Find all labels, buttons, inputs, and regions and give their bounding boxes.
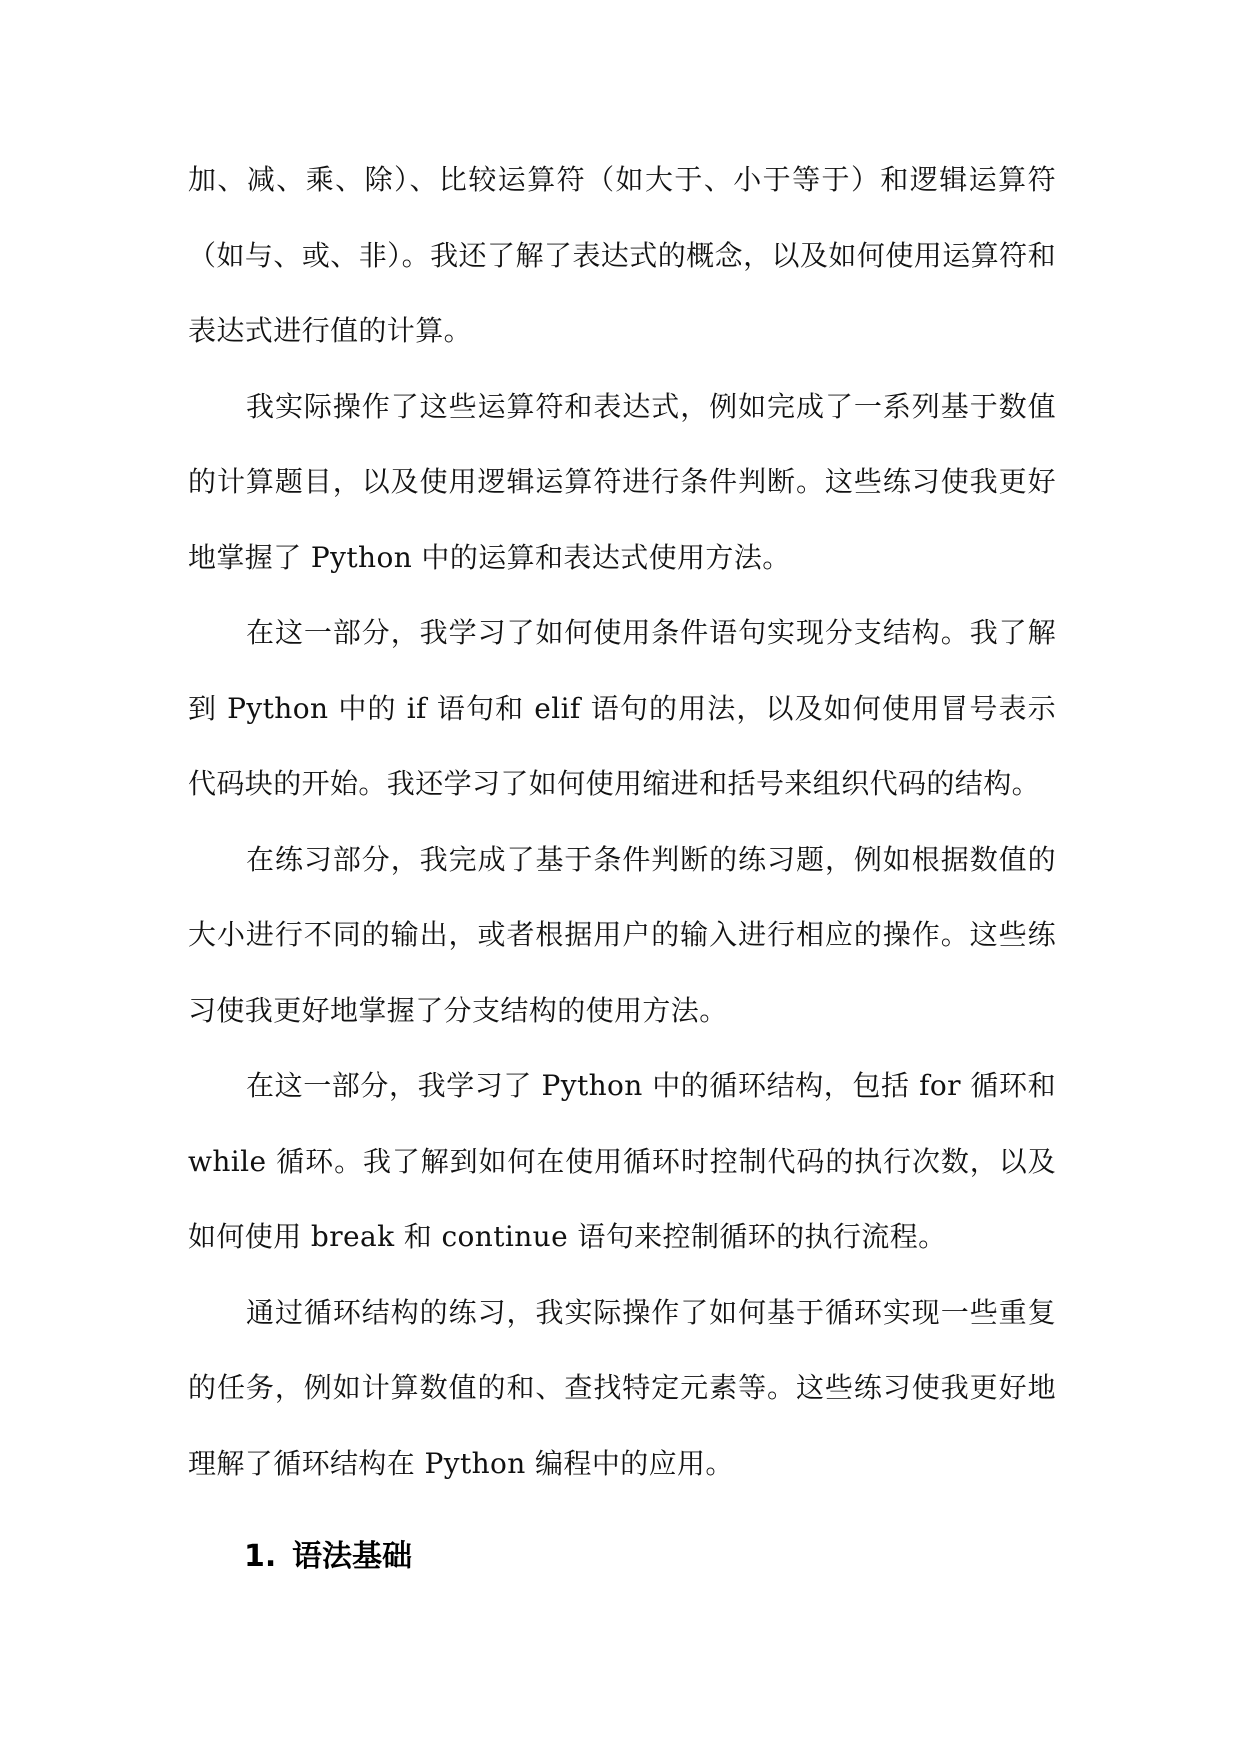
section-heading — [244, 1535, 412, 1579]
section-title: 语法基础 — [292, 1539, 412, 1574]
section-number: 1. — [244, 1539, 277, 1574]
paragraph: 加、减、乘、除）、比较运算符（如大于、小于等于）和逻辑运算符（如与、或、非）。我还了解了表达式的概念，以及如何使用运算符和表达式进行值的计算。 — [188, 163, 1056, 347]
paragraph: 在练习部分，我完成了基于条件判断的练习题，例如根据数值的大小进行不同的输出，或者根据用户的输入进行相应的操作。这些练习使我更好地掌握了分支结构的使用方法。 — [188, 842, 1056, 1027]
body-text — [188, 142, 1056, 1501]
paragraph: 我实际操作了这些运算符和表达式，例如完成了一系列基于数值的计算题目，以及使用逻辑运算符进行条件判断。这些练习使我更好地掌握了 Python 中的运算和表达式使用方法。 — [188, 389, 1056, 574]
paragraph: 在这一部分，我学习了如何使用条件语句实现分支结构。我了解到 Python 中的 if 语句和 elif 语句的用法，以及如何使用冒号表示代码块的开始。我还学习了如何使用缩进和括号来组织代码的结构。 — [188, 616, 1056, 800]
paragraph: 通过循环结构的练习，我实际操作了如何基于循环实现一些重复的任务，例如计算数值的和、查找特定元素等。这些练习使我更好地理解了循环结构在 Python 编程中的应用。 — [188, 1295, 1056, 1480]
paragraph: 在这一部分，我学习了 Python 中的循环结构，包括 for 循环和 while 循环。我了解到如何在使用循环时控制代码的执行次数，以及如何使用 break 和 continue 语句来控制循环的执行流程。 — [188, 1069, 1056, 1253]
